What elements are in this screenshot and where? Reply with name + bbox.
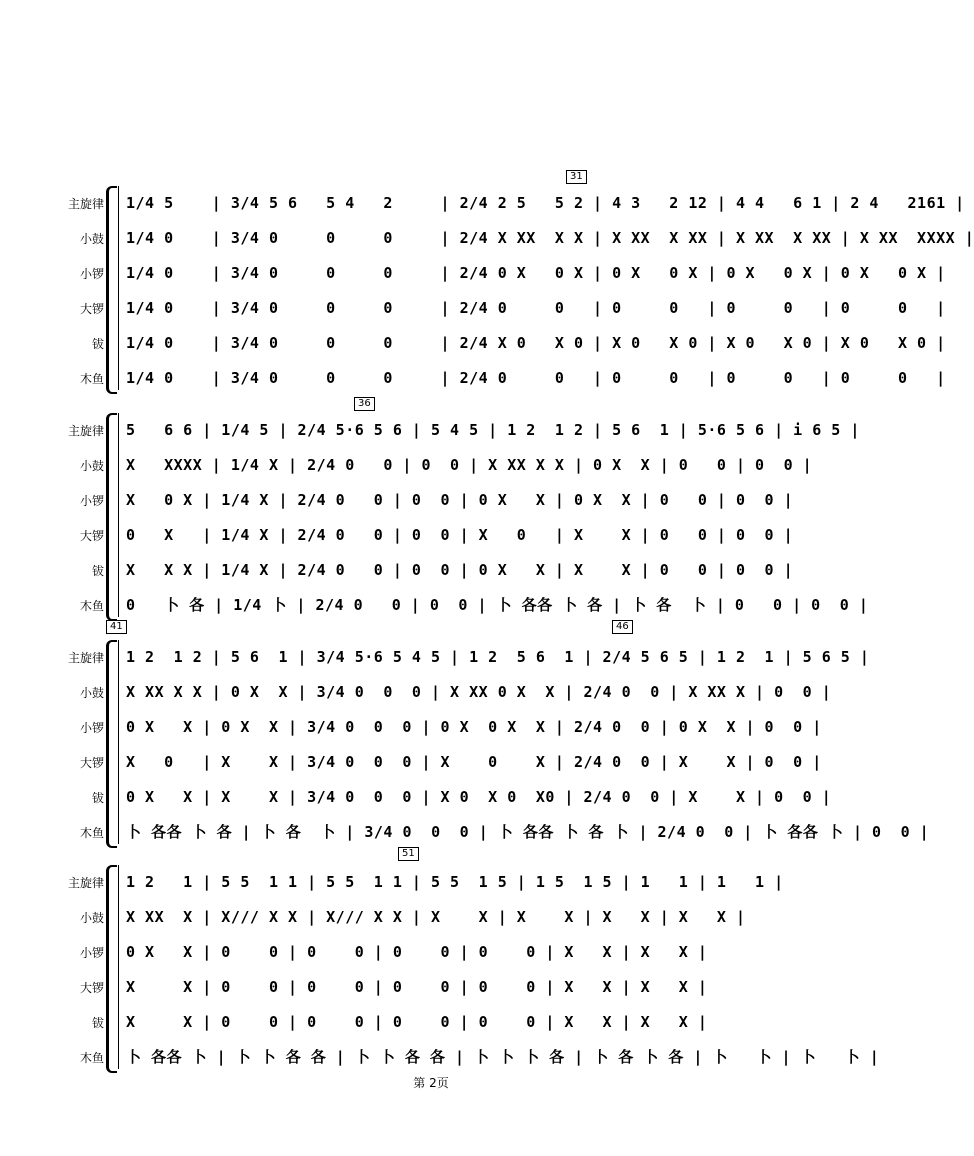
instrument-label: 大锣: [79, 529, 104, 543]
rehearsal-mark-46: 46: [612, 620, 633, 634]
rehearsal-mark-31: 31: [566, 170, 587, 184]
rehearsal-mark-51: 51: [398, 847, 419, 861]
instrument-label: 小锣: [79, 494, 104, 508]
staff-row: 0 X X | 0 0 | 0 0 | 0 0 | 0 0 | X X | X X |: [126, 943, 708, 961]
staff-row: 0 卜 各 | 1/4 卜 | 2/4 0 0 | 0 0 | 卜 各各 卜 各 | 卜 各 卜 | 0 0 | 0 0 |: [126, 596, 869, 614]
staff-row: 0 X | 1/4 X | 2/4 0 0 | 0 0 | X 0 | X X | 0 0 | 0 0 |: [126, 526, 794, 544]
staff-row: X 0 | X X | 3/4 0 0 0 | X 0 X | 2/4 0 0 | X X | 0 0 |: [126, 753, 822, 771]
staff-row: 1/4 0 | 3/4 0 0 0 | 2/4 X 0 X 0 | X 0 X 0 | X 0 X 0 | X 0 X 0 |: [126, 334, 946, 352]
staff-row: X XX X X | 0 X X | 3/4 0 0 0 | X XX 0 X X | 2/4 0 0 | X XX X | 0 0 |: [126, 683, 832, 701]
staff-row: 0 X X | 0 X X | 3/4 0 0 0 | 0 X 0 X X | 2/4 0 0 | 0 X X | 0 0 |: [126, 718, 822, 736]
staff-row: 1 2 1 2 | 5 6 1 | 3/4 5·6 5 4 5 | 1 2 5 6 1 | 2/4 5 6 5 | 1 2 1 | 5 6 5 |: [126, 648, 870, 666]
staff-row: 1/4 5 | 3/4 5 6 5 4 2 | 2/4 2 5 5 2 | 4 3 2 12 | 4 4 6 1 | 2 4 2161 |: [126, 194, 965, 212]
instrument-label: 小锣: [79, 946, 104, 960]
staff-row: X 0 X | 1/4 X | 2/4 0 0 | 0 0 | 0 X X | 0 X X | 0 0 | 0 0 |: [126, 491, 794, 509]
instrument-label: 木鱼: [79, 1051, 104, 1065]
instrument-label: 木鱼: [79, 372, 104, 386]
instrument-label: 主旋律: [67, 424, 104, 438]
instrument-label: 大锣: [79, 302, 104, 316]
staff-row: X XX X | X/// X X | X/// X X | X X | X X | X X | X X |: [126, 908, 746, 926]
rehearsal-mark-36: 36: [354, 397, 375, 411]
instrument-label: 小鼓: [79, 686, 104, 700]
staff-row: 5 6 6 | 1/4 5 | 2/4 5·6 5 6 | 5 4 5 | 1 2 1 2 | 5 6 1 | 5·6 5 6 | i 6 5 |: [126, 421, 860, 439]
instrument-label: 小鼓: [79, 911, 104, 925]
instrument-label: 木鱼: [79, 599, 104, 613]
staff-row: X X | 0 0 | 0 0 | 0 0 | 0 0 | X X | X X |: [126, 978, 708, 996]
instrument-label: 木鱼: [79, 826, 104, 840]
instrument-label: 大锣: [79, 981, 104, 995]
staff-row: 1/4 0 | 3/4 0 0 0 | 2/4 0 0 | 0 0 | 0 0 | 0 0 |: [126, 299, 946, 317]
rehearsal-mark-41: 41: [106, 620, 127, 634]
staff-row: 1 2 1 | 5 5 1 1 | 5 5 1 1 | 5 5 1 5 | 1 5 1 5 | 1 1 | 1 1 |: [126, 873, 784, 891]
staff-row: 卜 各各 卜 | 卜 卜 各 各 | 卜 卜 各 各 | 卜 卜 卜 各 | 卜 各 卜 各 | 卜 卜 | 卜 卜 |: [126, 1048, 880, 1066]
staff-row: X XXXX | 1/4 X | 2/4 0 0 | 0 0 | X XX X X | 0 X X | 0 0 | 0 0 |: [126, 456, 813, 474]
instrument-label: 小锣: [79, 721, 104, 735]
instrument-label: 主旋律: [67, 197, 104, 211]
instrument-label: 钹: [91, 337, 104, 351]
instrument-label: 钹: [91, 791, 104, 805]
instrument-label: 钹: [91, 1016, 104, 1030]
staff-row: 1/4 0 | 3/4 0 0 0 | 2/4 X XX X X | X XX X XX | X XX X XX | X XX XXXX |: [126, 229, 974, 247]
staff-row: X X | 0 0 | 0 0 | 0 0 | 0 0 | X X | X X |: [126, 1013, 708, 1031]
instrument-label: 大锣: [79, 756, 104, 770]
instrument-label: 钹: [91, 564, 104, 578]
staff-row: 1/4 0 | 3/4 0 0 0 | 2/4 0 0 | 0 0 | 0 0 | 0 0 |: [126, 369, 946, 387]
instrument-label: 小鼓: [79, 459, 104, 473]
page-number: 第 2页: [413, 1076, 449, 1090]
instrument-label: 主旋律: [67, 876, 104, 890]
staff-row: X X X | 1/4 X | 2/4 0 0 | 0 0 | 0 X X | X X | 0 0 | 0 0 |: [126, 561, 794, 579]
instrument-label: 小锣: [79, 267, 104, 281]
instrument-label: 主旋律: [67, 651, 104, 665]
staff-row: 1/4 0 | 3/4 0 0 0 | 2/4 0 X 0 X | 0 X 0 X | 0 X 0 X | 0 X 0 X |: [126, 264, 946, 282]
staff-row: 卜 各各 卜 各 | 卜 各 卜 | 3/4 0 0 0 | 卜 各各 卜 各 卜 | 2/4 0 0 | 卜 各各 卜 | 0 0 |: [126, 823, 930, 841]
instrument-label: 小鼓: [79, 232, 104, 246]
staff-row: 0 X X | X X | 3/4 0 0 0 | X 0 X 0 X0 | 2/4 0 0 | X X | 0 0 |: [126, 788, 832, 806]
